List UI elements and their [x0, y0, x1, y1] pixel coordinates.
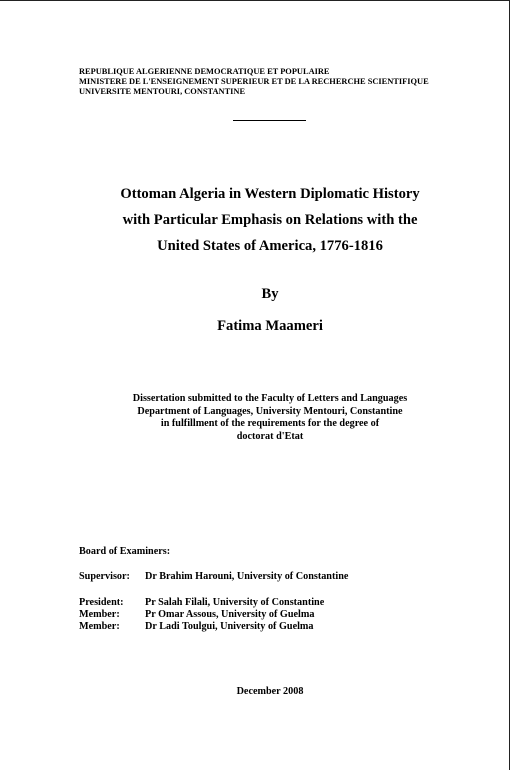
title-line-3: United States of America, 1776-1816: [157, 238, 383, 254]
examiner-name: Pr Omar Assous, University of Guelma: [145, 609, 315, 620]
author-name: Fatima Maameri: [217, 318, 323, 334]
examiners-list: [79, 571, 348, 633]
examiner-name: Pr Salah Filali, University of Constantine: [145, 597, 325, 608]
dissertation-statement: [0, 393, 510, 443]
examiner-row-member-2: [79, 621, 348, 633]
examiner-role: Member:: [79, 609, 120, 620]
examiners-spacer: [79, 583, 348, 597]
title-line-2: with Particular Emphasis on Relations with the: [122, 212, 418, 228]
dissertation-line-4: doctorat d'Etat: [236, 430, 304, 442]
header-line-republic: REPUBLIQUE ALGERIENNE DEMOCRATIQUE ET POPULAIRE: [79, 67, 330, 76]
examiner-row-member-1: [79, 609, 348, 621]
header-line-ministry: MINISTERE DE L'ENSEIGNEMENT SUPERIEUR ET DE LA RECHERCHE SCIENTIFIQUE: [79, 77, 429, 87]
header-line-university: UNIVERSITE MENTOURI, CONSTANTINE: [79, 87, 246, 97]
institution-header: [79, 67, 429, 98]
dissertation-line-3: in fulfillment of the requirements for the degree of: [160, 418, 380, 430]
header-divider: [233, 120, 306, 121]
title-line-1: Ottoman Algeria in Western Diplomatic History: [120, 186, 420, 202]
page-border-top: [0, 0, 510, 1]
examiner-name: Dr Ladi Toulgui, University of Guelma: [145, 621, 314, 632]
examiner-row-president: [79, 597, 348, 609]
examiner-role: President:: [79, 597, 124, 608]
by-label: By: [261, 286, 279, 302]
examiner-row-supervisor: [79, 571, 348, 583]
dissertation-line-1: Dissertation submitted to the Faculty of Letters and Languages: [132, 393, 408, 404]
submission-date: December 2008: [236, 686, 304, 697]
examiner-role: Member:: [79, 621, 120, 632]
examiner-role: Supervisor:: [79, 571, 130, 582]
examiner-name: Dr Brahim Harouni, University of Constantine: [145, 571, 349, 582]
board-heading: Board of Examiners:: [79, 546, 171, 557]
thesis-title: [0, 181, 510, 259]
dissertation-line-2: Department of Languages, University Mentouri, Constantine: [137, 405, 403, 417]
